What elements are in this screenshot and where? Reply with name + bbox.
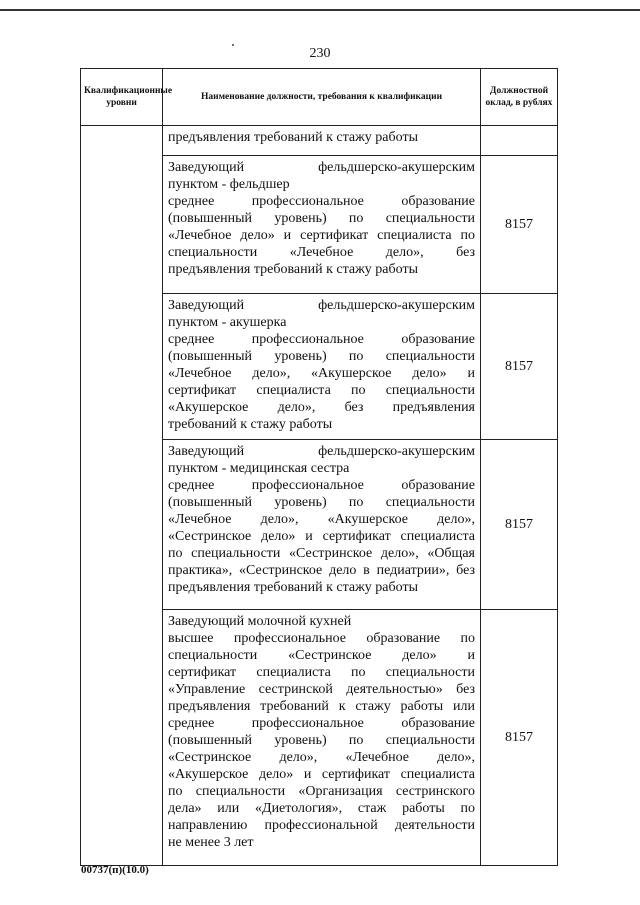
description-line: «Акушерское дело» и сертификат специалиста (168, 767, 475, 782)
description-line: предъявления требований к стажу работы или (168, 699, 475, 714)
description-line: среднее профессиональное образование (168, 478, 475, 493)
salary-cell: 8157 (481, 440, 558, 610)
description-line: Заведующий фельдшерско-акушерским (168, 444, 475, 459)
table-body (81, 126, 558, 866)
position-description-cell (163, 440, 481, 610)
description-line: среднее профессиональное образование (168, 332, 475, 347)
position-description-cell (163, 294, 481, 440)
description-line: Заведующий молочной кухней (168, 614, 352, 629)
table-row (81, 126, 558, 156)
qualification-level-cell (81, 440, 163, 610)
description-line: пунктом - медицинская сестра (168, 461, 350, 476)
table-row (81, 156, 558, 294)
description-line: «Сестринское дело» и сертификат специалиста (168, 529, 475, 544)
description-line: специальности «Сестринское дело» и (168, 648, 475, 663)
description-line: «Лечебное дело», «Акушерское дело», (168, 512, 475, 527)
salary-cell: 8157 (481, 294, 558, 440)
salary-cell: 8157 (481, 156, 558, 294)
description-line: сертификат специалиста по специальности (168, 383, 475, 398)
description-line: пунктом - фельдшер (168, 177, 290, 192)
salary-cell (481, 126, 558, 156)
document-code: 00737(п)(10.0) (81, 864, 149, 876)
description-line: требований к стажу работы (168, 417, 333, 432)
description-line: специальности «Лечебное дело», без (168, 245, 475, 260)
description-line: «Лечебное дело» и сертификат специалиста по (168, 228, 475, 243)
position-description-cell (163, 156, 481, 294)
description-line: (повышенный уровень) по специальности (168, 495, 475, 510)
description-line: предъявления требований к стажу работы (168, 262, 418, 277)
position-description-cell (163, 610, 481, 866)
description-line: «Акушерское дело», без предъявления (168, 400, 475, 415)
description-line: «Лечебное дело», «Акушерское дело» и (168, 366, 475, 381)
table-row (81, 610, 558, 866)
position-description-cell (163, 126, 481, 156)
description-line: предъявления требований к стажу работы (168, 130, 418, 145)
description-line: пунктом - акушерка (168, 315, 287, 330)
description-line: по специальности «Организация сестринского (168, 784, 475, 799)
table-row (81, 294, 558, 440)
table-row (81, 440, 558, 610)
description-line: (повышенный уровень) по специальности (168, 211, 475, 226)
description-line: среднее профессиональное образование (168, 716, 475, 731)
description-line: высшее профессиональное образование по (168, 631, 475, 646)
description-line: практика», «Сестринское дело в педиатрии», без (168, 563, 475, 578)
description-line: дела» или «Диетология», стаж работы по (168, 801, 475, 816)
description-line: предъявления требований к стажу работы (168, 580, 418, 595)
table-header-row (81, 69, 558, 126)
header-position-requirements: Наименование должности, требования к квалификации (163, 69, 481, 126)
qualification-level-cell (81, 126, 163, 156)
qualification-level-cell (81, 294, 163, 440)
description-line: (повышенный уровень) по специальности (168, 349, 475, 364)
description-line: среднее профессиональное образование (168, 194, 475, 209)
description-line: «Сестринское дело», «Лечебное дело», (168, 750, 475, 765)
description-line: не менее 3 лет (168, 835, 254, 850)
description-line: сертификат специалиста по специальности (168, 665, 475, 680)
top-border-rule (0, 9, 640, 11)
description-line: по специальности «Сестринское дело», «Общая (168, 546, 475, 561)
description-line: направлению профессиональной деятельности (168, 818, 475, 833)
header-salary: Должностной оклад, в рублях (481, 69, 558, 126)
qualification-table (80, 68, 558, 866)
description-line: Заведующий фельдшерско-акушерским (168, 160, 475, 175)
salary-cell: 8157 (481, 610, 558, 866)
description-line: (повышенный уровень) по специальности (168, 733, 475, 748)
qualification-level-cell (81, 156, 163, 294)
header-qualification-levels: Квалификационные уровни (81, 69, 163, 126)
description-line: «Управление сестринской деятельностью» без (168, 682, 475, 697)
description-line: Заведующий фельдшерско-акушерским (168, 298, 475, 313)
page-number: 230 (309, 46, 331, 61)
qualification-level-cell (81, 610, 163, 866)
